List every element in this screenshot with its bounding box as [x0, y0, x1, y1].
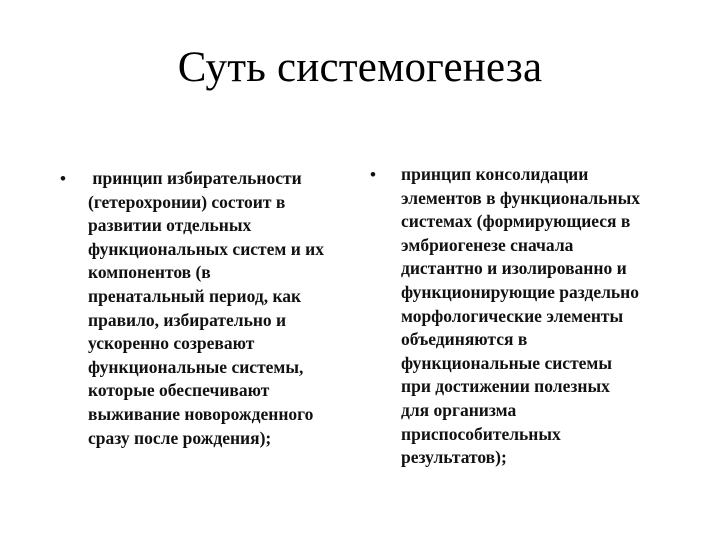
- text-line: (гетерохронии) состоит в: [88, 191, 286, 212]
- text-line: выживание новорожденного: [88, 403, 314, 424]
- left-column-text: [88, 167, 324, 450]
- text-line: морфологические элементы: [401, 305, 624, 326]
- bullet-marker: •: [370, 165, 376, 184]
- text-line: эмбриогенезе сначала: [401, 234, 574, 255]
- text-line: принцип консолидации: [401, 164, 589, 184]
- text-line: элементов в функциональных: [401, 187, 640, 208]
- text-line: которые обеспечивают: [88, 380, 270, 401]
- text-line: правило, избирательно и: [88, 309, 287, 330]
- text-line: дистантно и изолированно и: [401, 258, 627, 279]
- slide-title: Суть системогенеза: [177, 44, 543, 91]
- text-line: ускоренно созревают: [88, 333, 255, 354]
- text-line: функциональных систем и их: [88, 238, 325, 259]
- bullet-marker: •: [60, 169, 66, 188]
- text-line: компонентов (в: [88, 262, 211, 283]
- text-line: развитии отдельных: [88, 215, 252, 236]
- text-line: для организма: [401, 399, 517, 420]
- text-line: объединяются в: [401, 329, 528, 350]
- text-line: при достижении полезных: [401, 376, 610, 397]
- text-line: результатов);: [401, 447, 507, 468]
- right-column-text: [401, 163, 640, 470]
- text-line: сразу после рождения);: [88, 427, 272, 448]
- text-line: функциональные системы,: [88, 356, 304, 377]
- text-line: приспособительных: [401, 423, 561, 444]
- text-line: функционирующие раздельно: [401, 281, 640, 302]
- text-line: принцип избирательности: [88, 168, 302, 188]
- text-line: функциональные системы: [401, 352, 613, 373]
- text-line: пренатальный период, как: [88, 285, 302, 306]
- text-line: системах (формирующиеся в: [401, 211, 631, 232]
